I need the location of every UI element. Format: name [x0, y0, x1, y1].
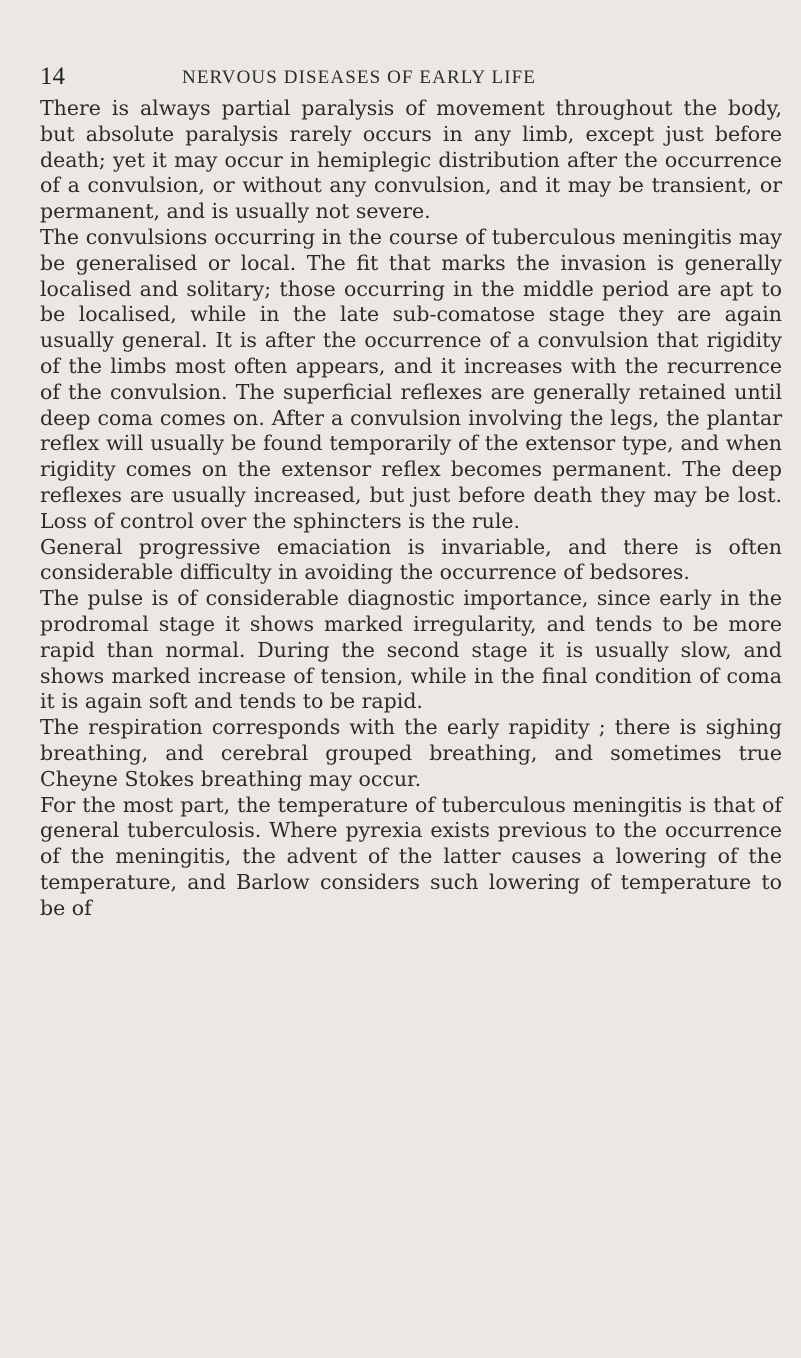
paragraph-convulsions: The convulsions occurring in the course of tuberculous meningitis may be generalised or local. The fit that marks the invasion is generally localised and solitary; those occurring in the middle period are apt to be localised, while in the late sub-comatose stage they are again usually general. It is after the occurrence of a convulsion that rigidity of the limbs most often appears, and it increases with the recurrence of the convulsion. The superficial reflexes are generally retained until deep coma comes on. After a convulsion involving the legs, the plantar reflex will usually be found temporarily of the extensor type, and when rigidity comes on the extensor reflex becomes permanent. The deep reflexes are usually increased, but just before death they may be lost. Loss of control over the sphincters is the rule.	[40, 224, 782, 533]
running-title: NERVOUS DISEASES OF EARLY LIFE	[182, 67, 537, 88]
body-text	[40, 96, 782, 922]
paragraph-paralysis: There is always partial paralysis of movement throughout the body, but absolute paralysis rarely occurs in any limb, except just before death; yet it may occur in hemiplegic distribution after the occurrence of a convulsion, or without any convulsion, and it may be transient, or permanent, and is usually not severe.	[40, 96, 782, 224]
paragraph-pulse: The pulse is of considerable diagnostic importance, since early in the prodromal stage it shows marked irregularity, and tends to be more rapid than normal. During the second stage it is usually slow, and shows marked increase of tension, while in the final condition of coma it is again soft and tends to be rapid.	[40, 586, 782, 714]
paragraph-respiration: The respiration corresponds with the early rapidity ; there is sighing breathing, and cerebral grouped breathing, and sometimes true Cheyne Stokes breathing may occur.	[40, 715, 782, 791]
running-head	[40, 62, 780, 92]
paragraph-emaciation: General progressive emaciation is invariable, and there is often considerable difficulty in avoiding the occurrence of bedsores.	[40, 534, 782, 585]
paragraph-temperature: For the most part, the temperature of tuberculous meningitis is that of general tuberculosis. Where pyrexia exists previous to the occurrence of the meningitis, the advent of the latter causes a lowering of the temperature, and Barlow considers such lowering of temperature to be of	[40, 792, 782, 920]
page-number: 14	[40, 63, 65, 90]
